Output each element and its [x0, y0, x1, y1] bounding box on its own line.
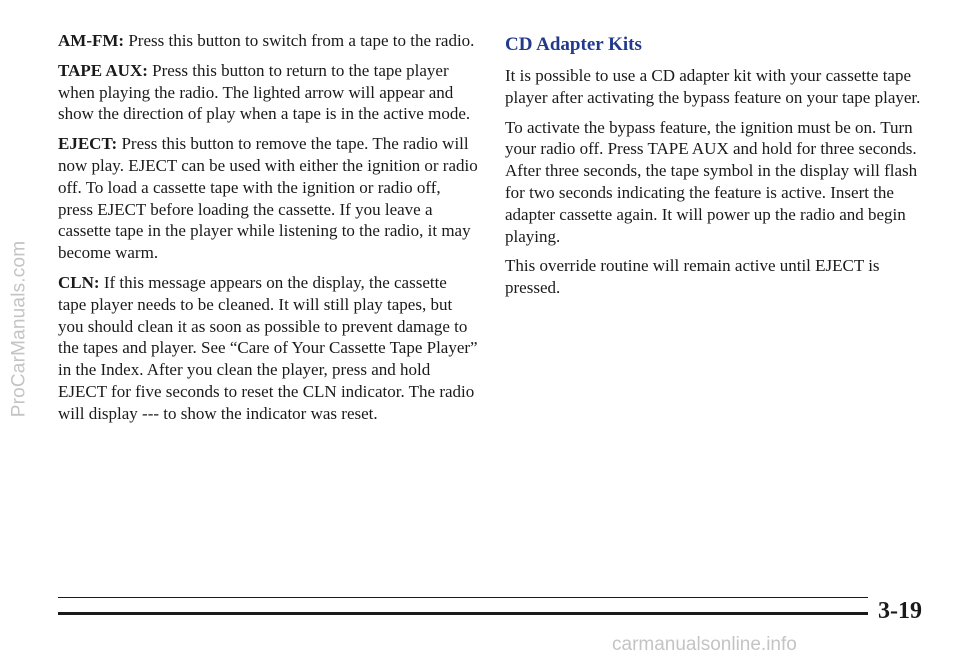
watermark-text: ProCarManuals.com	[8, 240, 30, 418]
definition-am-fm	[58, 30, 478, 52]
paragraph-override: This override routine will remain active until EJECT is pressed.	[505, 256, 880, 298]
right-column	[505, 30, 925, 307]
footer-rule-thick	[58, 612, 868, 615]
term-eject: EJECT:	[58, 134, 118, 154]
term-tape-aux: TAPE AUX:	[58, 60, 148, 80]
section-heading-cd-adapter-kits: CD Adapter Kits	[505, 34, 642, 55]
definition-text-am-fm: Press this button to switch from a tape to the radio.	[124, 31, 475, 50]
definition-text-eject: Press this button to remove the tape. The radio will now play. EJECT can be used with either the ignition or radio off. To load a cassette tape with the ignition or radio off, press EJECT before loading the cassette. If you leave a cassette tape in the player while listening to the radio, it may become warm.	[58, 134, 478, 263]
definition-text-tape-aux: Press this button to return to the tape player when playing the radio. The lighted arrow will appear and show the direction of play when a tape is in the active mode.	[58, 60, 471, 124]
definition-cln	[58, 272, 478, 425]
definition-eject	[58, 133, 478, 264]
side-watermark	[2, 0, 36, 658]
paragraph-activate-bypass: To activate the bypass feature, the ignition must be on. Turn your radio off. Press TAPE AUX and hold for three seconds. After three seconds, the tape symbol in the display will flash for two seconds indicating the feature is active. Insert the adapter cassette again. It will power up the radio and begin playing.	[505, 117, 918, 246]
term-cln: CLN:	[58, 272, 100, 292]
definition-tape-aux	[58, 60, 478, 125]
paragraph-intro: It is possible to use a CD adapter kit with your cassette tape player after activating the bypass feature on your tape player.	[505, 66, 921, 107]
term-am-fm: AM-FM:	[58, 31, 125, 50]
left-column	[58, 30, 478, 433]
page-number: 3-19	[878, 598, 922, 624]
definition-text-cln: If this message appears on the display, the cassette tape player needs to be cleaned. It will still play tapes, but you should clean it as soon as possible to prevent damage to the tapes and player. See “Care of Your Cassette Tape Player” in the Index. After you clean the player, press and hold EJECT for five seconds to reset the CLN indicator. The radio will display --- to show the indicator was reset.	[58, 272, 478, 423]
footer-watermark: carmanualsonline.info	[612, 634, 797, 655]
footer-rule-thin	[58, 597, 868, 598]
